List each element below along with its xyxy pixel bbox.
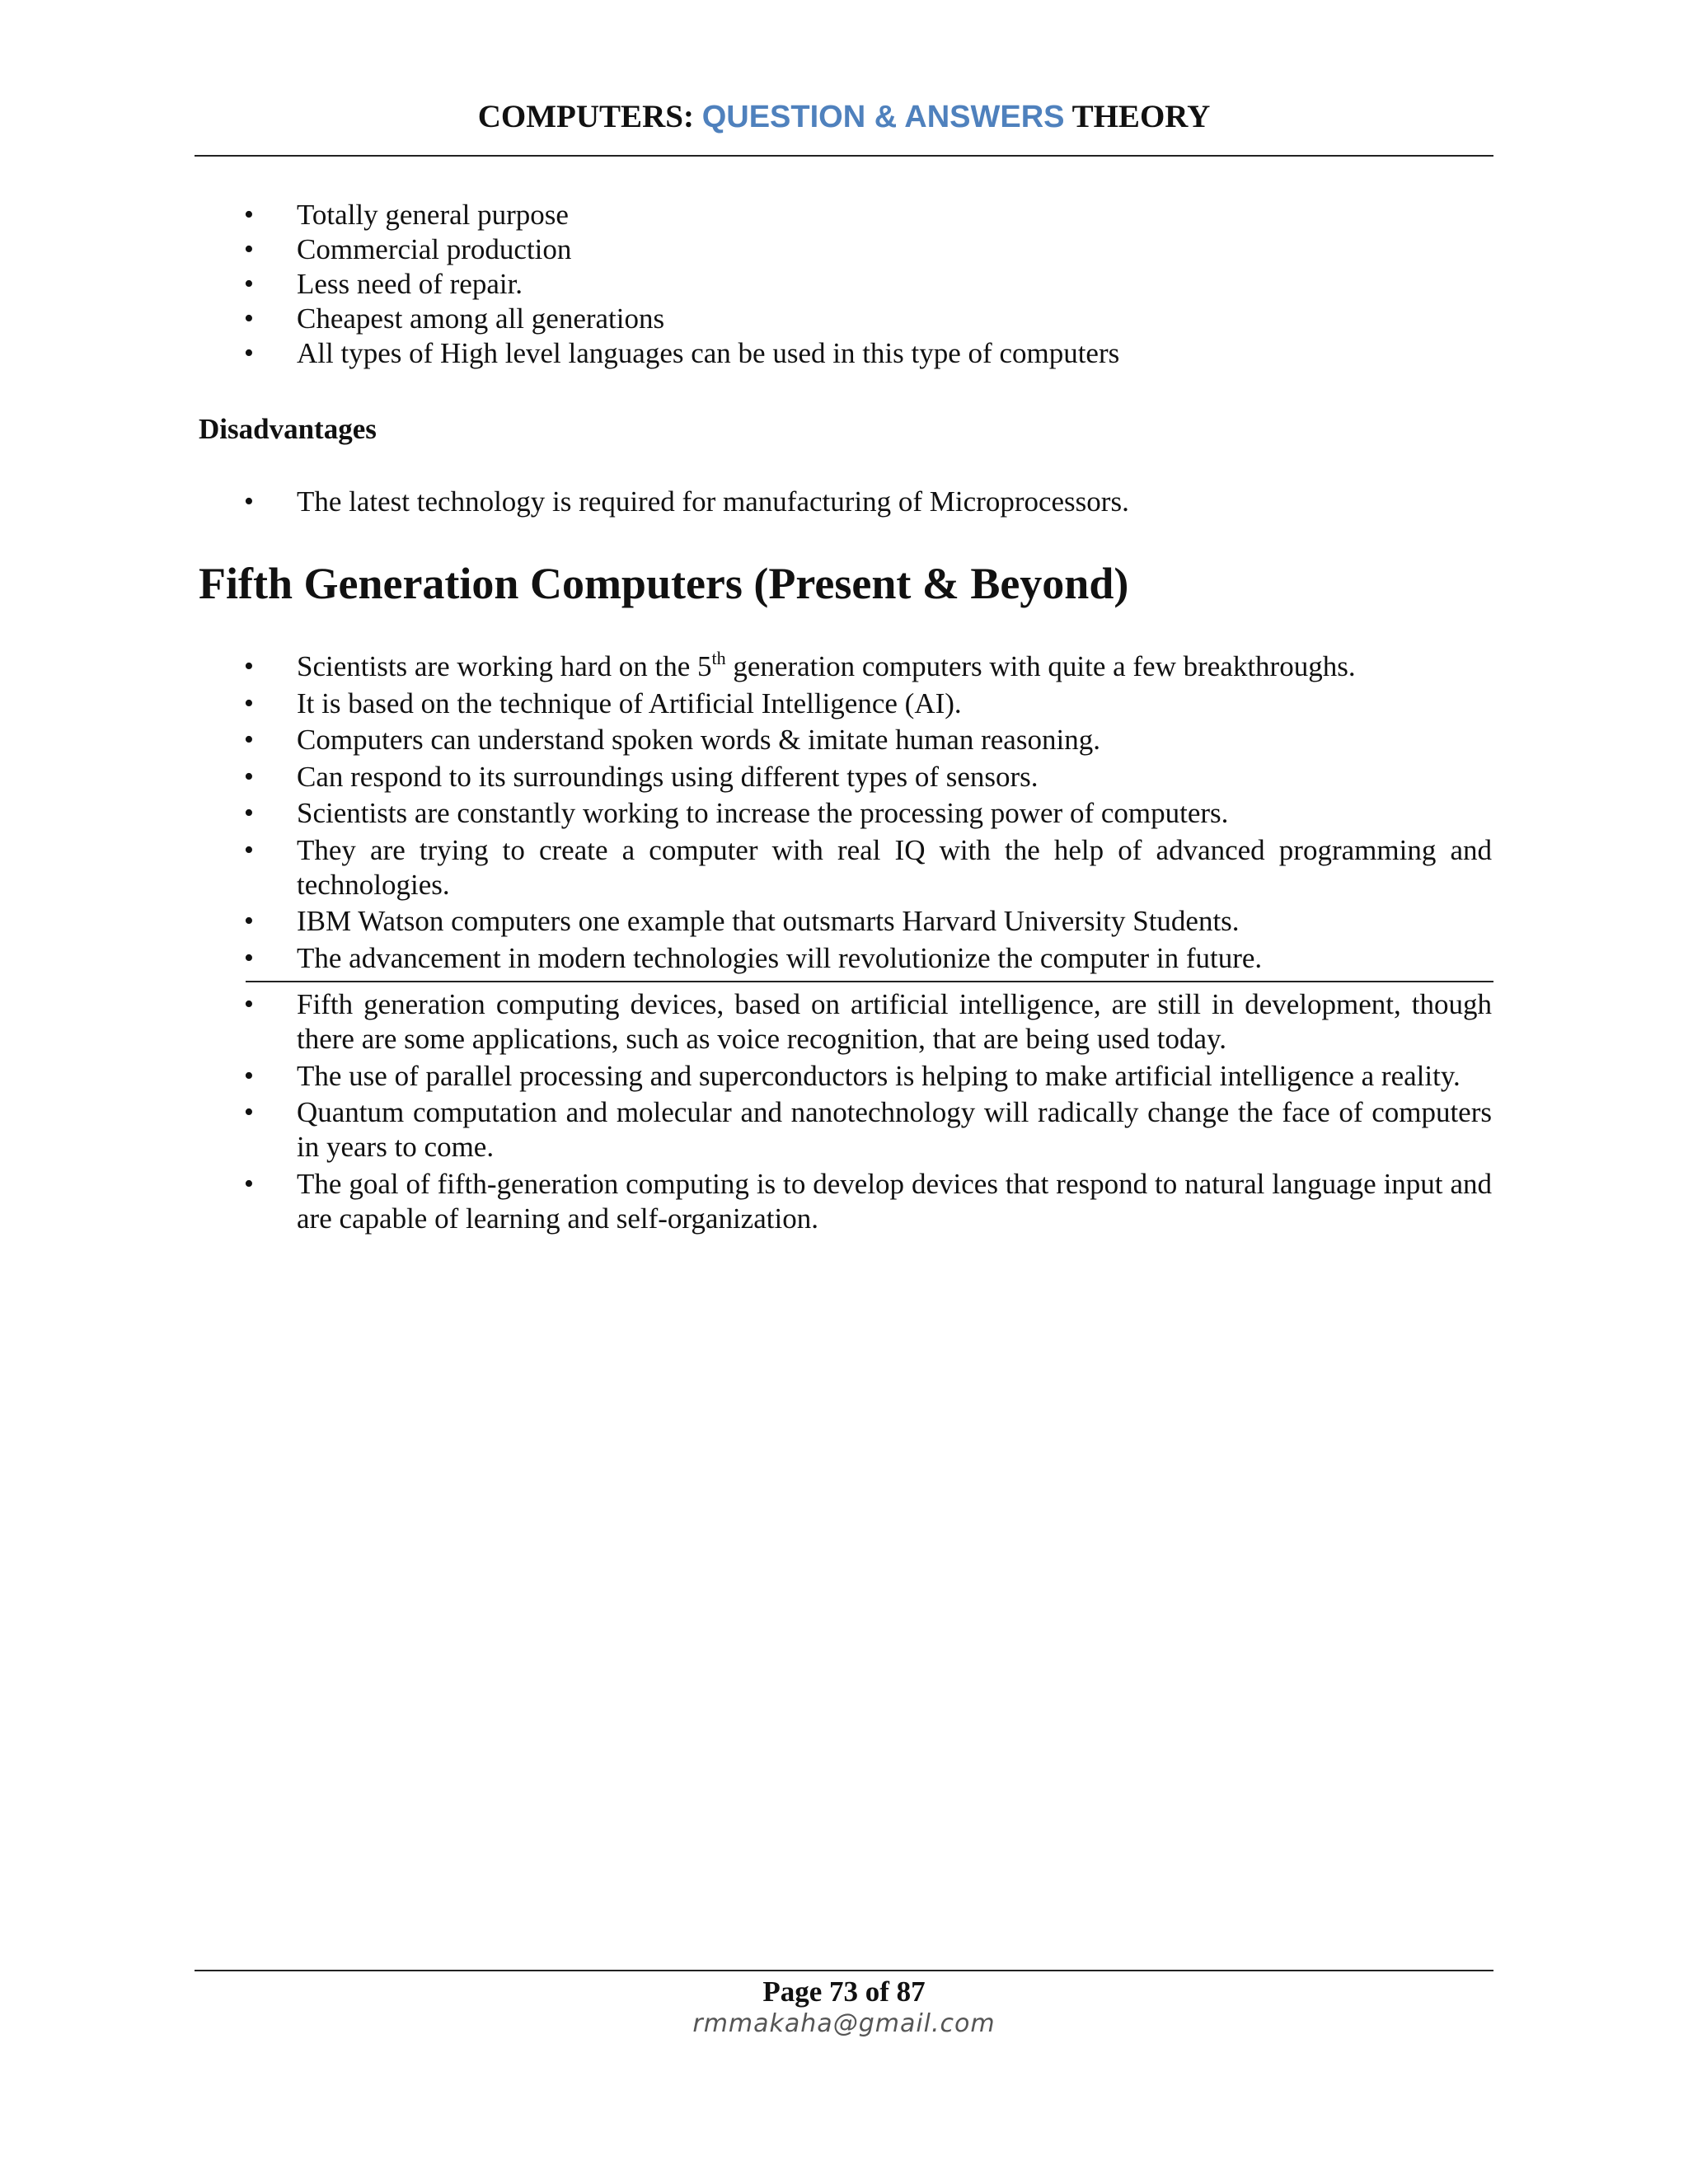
bullet-icon: • xyxy=(244,234,254,265)
bullet-icon: • xyxy=(244,338,254,368)
list-item-text: Commercial production xyxy=(297,233,572,265)
list-item-text: Scientists are constantly working to increase the processing power of computers. xyxy=(297,797,1229,829)
list-item-text xyxy=(297,650,1356,682)
bullet-icon: • xyxy=(244,303,254,334)
bullet-icon: • xyxy=(244,942,254,973)
list-item xyxy=(0,198,1688,232)
list-item xyxy=(0,232,1688,267)
fifth-generation-details-list xyxy=(0,987,1688,1238)
list-item xyxy=(0,833,1688,902)
list-item xyxy=(0,904,1688,939)
list-item xyxy=(0,796,1688,831)
bullet-icon: • xyxy=(244,724,254,755)
bullet-icon: • xyxy=(244,1097,254,1127)
bullet-icon: • xyxy=(244,199,254,230)
list-item-text: Quantum computation and molecular and nanotechnology will radically change the face of computers in years to come. xyxy=(297,1096,1492,1163)
list-item-text: They are trying to create a computer with real IQ with the help of advanced programming and technologies. xyxy=(297,833,1492,901)
fifth-generation-list xyxy=(0,649,1688,977)
list-item-text: The advancement in modern technologies will revolutionize the computer in future. xyxy=(297,941,1263,974)
list-item xyxy=(0,1059,1688,1094)
list-item-text: Less need of repair. xyxy=(297,268,523,300)
list-item-text: Fifth generation computing devices, based on artificial intelligence, are still in development, though there are some applications, such as voice recognition, that are being used today. xyxy=(297,988,1492,1055)
bullet-icon: • xyxy=(244,1168,254,1199)
list-item-text-start: Scientists are working hard on the 5 xyxy=(297,650,712,682)
header-separator: : xyxy=(682,99,702,134)
disadvantages-heading: Disadvantages xyxy=(199,413,377,445)
list-item xyxy=(0,723,1688,757)
header-title-accent: QUESTION & ANSWERS xyxy=(701,100,1065,134)
header-title-part2: THEORY xyxy=(1064,99,1211,134)
bullet-icon: • xyxy=(244,687,254,719)
bullet-icon: • xyxy=(244,798,254,828)
section-divider xyxy=(246,981,1493,982)
list-item-text: Computers can understand spoken words & imitate human reasoning. xyxy=(297,724,1100,756)
list-item xyxy=(0,649,1688,684)
section-title: Fifth Generation Computers (Present & Beyond) xyxy=(199,559,1129,608)
bullet-icon: • xyxy=(244,269,254,299)
page-number: Page 73 of 87 xyxy=(762,1975,926,2008)
list-item-text: Totally general purpose xyxy=(297,199,569,231)
bullet-icon: • xyxy=(244,834,254,865)
header-title-part1: COMPUTERS xyxy=(477,99,683,134)
list-item xyxy=(0,1167,1688,1236)
bullet-icon: • xyxy=(244,486,254,517)
advantages-list xyxy=(0,198,1688,371)
footer-divider xyxy=(195,1970,1493,1971)
header-divider xyxy=(195,155,1493,157)
list-item-text: The latest technology is required for manufacturing of Microprocessors. xyxy=(297,485,1129,518)
list-item xyxy=(0,336,1688,371)
list-item-text: IBM Watson computers one example that outsmarts Harvard University Students. xyxy=(297,905,1240,937)
bullet-icon: • xyxy=(244,761,254,792)
list-item xyxy=(0,485,1688,519)
superscript-ordinal: th xyxy=(711,648,726,668)
list-item xyxy=(0,760,1688,794)
list-item-text: It is based on the technique of Artificial Intelligence (AI). xyxy=(297,687,962,719)
bullet-icon: • xyxy=(244,906,254,936)
list-item xyxy=(0,687,1688,721)
footer-email: rmmakaha@gmail.com xyxy=(692,2009,996,2038)
list-item-text: Can respond to its surroundings using different types of sensors. xyxy=(297,760,1039,793)
list-item xyxy=(0,267,1688,302)
bullet-icon: • xyxy=(244,989,254,1019)
list-item-text: The goal of fifth-generation computing is to develop devices that respond to natural language input and are capable of learning and self-organization. xyxy=(297,1167,1492,1235)
list-item-text: All types of High level languages can be used in this type of computers xyxy=(297,337,1120,369)
list-item xyxy=(0,987,1688,1057)
disadvantages-list xyxy=(0,485,1688,519)
bullet-icon: • xyxy=(244,651,254,682)
bullet-icon: • xyxy=(244,1060,254,1091)
list-item xyxy=(0,302,1688,336)
list-item-text-end: generation computers with quite a few breakthroughs. xyxy=(725,650,1356,682)
list-item xyxy=(0,1095,1688,1165)
list-item xyxy=(0,941,1688,976)
page-header xyxy=(195,101,1493,133)
list-item-text: The use of parallel processing and superconductors is helping to make artificial intelligence a reality. xyxy=(297,1059,1461,1092)
list-item-text: Cheapest among all generations xyxy=(297,302,665,335)
